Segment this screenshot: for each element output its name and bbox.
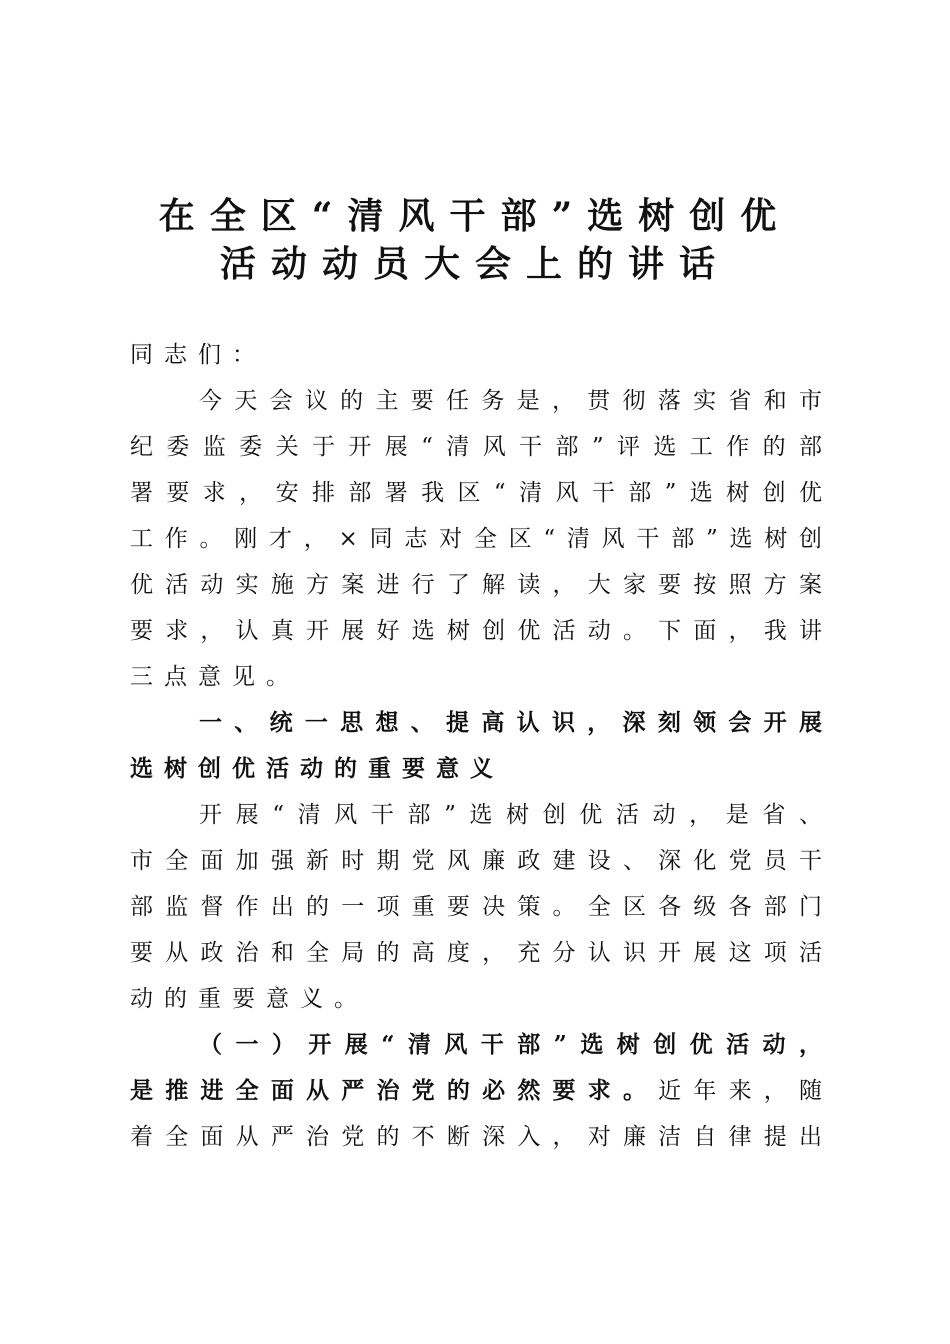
- paragraph-line: 优活动实施方案进行了解读，大家要按照方案: [130, 572, 822, 598]
- paragraph-line: 部监督作出的一项重要决策。全区各级各部门: [130, 894, 822, 920]
- document-title-line-1: 在全区“清风干部”选树创优: [158, 195, 792, 237]
- paragraph-line: 着全面从严治党的不断深入，对廉洁自律提出: [130, 1124, 822, 1150]
- paragraph-line: 动的重要意义。: [130, 986, 368, 1012]
- paragraph-line: 三点意见。: [130, 664, 300, 690]
- paragraph-text: 近年来，随: [658, 1078, 823, 1104]
- section-heading-line: 一、统一思想、提高认识，深刻领会开展: [199, 709, 822, 736]
- paragraph-line: [130, 1068, 822, 1114]
- document-title-line-2: 活动动员大会上的讲话: [219, 243, 730, 285]
- paragraph-line: 要求，认真开展好选树创优活动。下面，我讲: [130, 618, 822, 644]
- subsection-heading-text: 是推进全面从严治党的必然要求。: [130, 1077, 659, 1104]
- paragraph-line: 要从政治和全局的高度，充分认识开展这项活: [130, 940, 822, 966]
- paragraph-line: 纪委监委关于开展“清风干部”评选工作的部: [130, 434, 822, 460]
- paragraph-line: 开展“清风干部”选树创优活动，是省、: [199, 802, 822, 828]
- paragraph-line: 市全面加强新时期党风廉政建设、深化党员干: [130, 848, 822, 874]
- paragraph-line: 今天会议的主要任务是，贯彻落实省和市: [199, 388, 822, 414]
- salutation: 同志们：: [130, 342, 266, 368]
- section-heading-line: 选树创优活动的重要意义: [130, 755, 504, 782]
- paragraph-line: 署要求，安排部署我区“清风干部”选树创优: [130, 480, 822, 506]
- subsection-heading-line: （一）开展“清风干部”选树创优活动，: [199, 1031, 822, 1058]
- paragraph-line: 工作。刚才，×同志对全区“清风干部”选树创: [130, 526, 822, 552]
